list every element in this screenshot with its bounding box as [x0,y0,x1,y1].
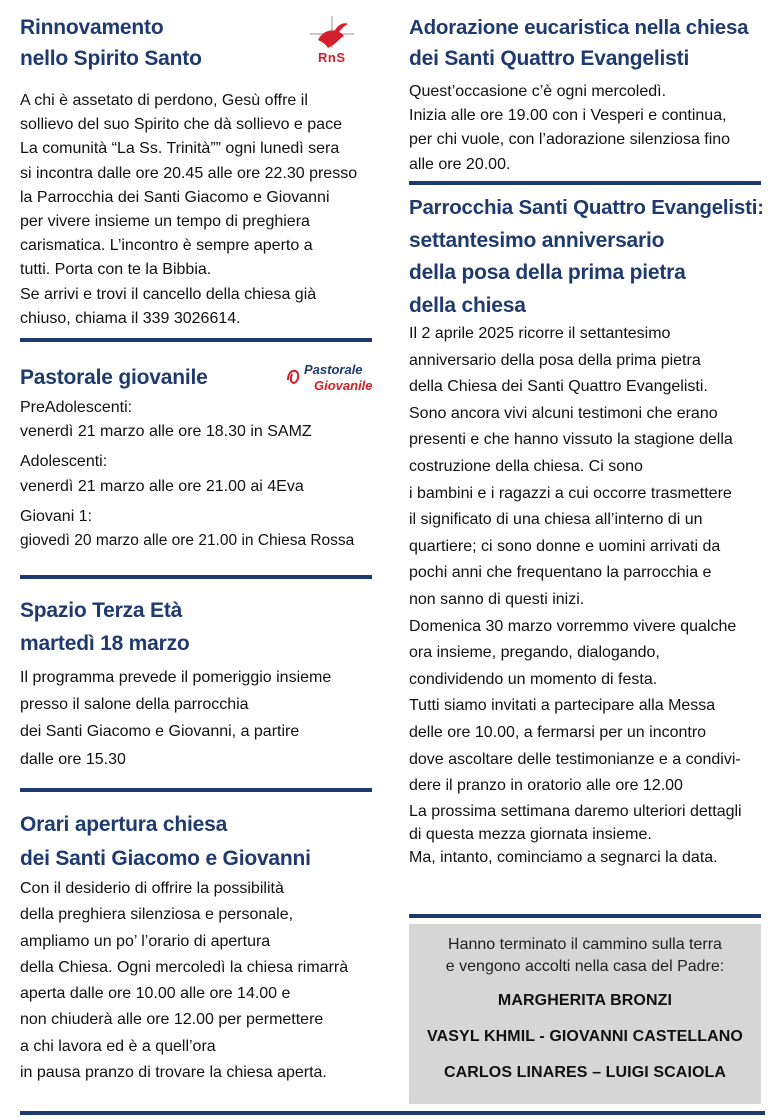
divider [409,181,761,185]
pastorale-logo [284,360,373,400]
adorazione-section [409,12,761,177]
obituary-box [409,924,761,1104]
pastorale-logo-text-bottom: Giovanile [314,378,373,393]
divider [20,338,372,342]
obituary-name: MARGHERITA BRONZI [497,992,673,1009]
terza-eta-title: Spazio Terza Età martedì 18 marzo [20,599,190,655]
pastorale-group: Adolescenti: venerdì 21 marzo alle ore 21.00 ai 4Eva [20,453,304,495]
pastorale-title: Pastorale giovanile [20,366,208,389]
obituary-name: CARLOS LINARES – LUIGI SCAIOLA [443,1064,727,1081]
rns-logo-text: RnS [318,50,346,65]
rns-title: Rinnovamento nello Spirito Santo [20,16,202,70]
divider [409,914,761,918]
anniversario-section [409,192,764,869]
pastorale-group: Giovani 1: giovedì 20 marzo alle ore 21.00 in Chiesa Rossa [20,507,355,550]
pastorale-group: PreAdolescenti: venerdì 21 marzo alle ore 18.30 in SAMZ [20,399,312,441]
orari-section [20,808,372,1086]
adorazione-body: Quest’occasione c’è ogni mercoledì. Inizia alle ore 19.00 con i Vesperi e continua, per chi vuole, con l’adorazione silenziosa fino alle ore 20.00. [409,83,731,173]
rns-body: A chi è assetato di perdono, Gesù offre il sollievo del suo Spirito che dà sollievo e pace La comunità “La Ss. Trinità”” ogni lunedì sera si incontra dalle ore 20.45 alle ore 22.30 presso la Parrocchia dei Santi Giacomo e Giovanni per vivere insieme un tempo di preghiera carismatica. L’incontro è sempre aperto a tutti. Porta con te la Bibbia. Se arrivi e trovi il cancello della chiesa già chiuso, chiama il 339 3026614. [20,92,358,327]
obituary-name: VASYL KHMIL - GIOVANNI CASTELLANO [427,1028,743,1045]
anniversario-body: Il 2 aprile 2025 ricorre il settantesimo anniversario della posa della prima pietra della Chiesa dei Santi Quattro Evangelisti. Sono ancora vivi alcuni testimoni che erano presenti e che hanno vissuto la stagione della costruzione della chiesa. Ci sono i bambini e i ragazzi a cui occorre trasmettere il significato di una chiesa all’interno di un quartiere; ci sono donne e uomini arrivati da pochi anni che frequentano la parrocchia e non sanno di questi inizi. Domenica 30 marzo vorremmo vivere qualche ora insieme, pregando, dialogando, condividendo un momento di festa. Tutti siamo invitati a partecipare alla Messa delle ore 10.00, a fermarsi per un incontro dove ascoltare delle testimonianze e a condivi- dere il pranzo in oratorio alle ore 12.00 [409,325,741,795]
obituary-intro: Hanno terminato il cammino sulla terra e vengono accolti nella casa del Padre: [445,936,725,975]
orari-body: Con il desiderio di offrire la possibilità della preghiera silenziosa e personale, ampliamo un po’ l’orario di apertura della Chiesa. Ogni mercoledì la chiesa rimarrà aperta dalle ore 10.00 alle ore 14.00 e non chiuderà alle ore 12.00 per permettere a chi lavora ed è a quell’ora in pausa pranzo di trovare la chiesa aperta. [20,880,349,1082]
terza-eta-body: Il programma prevede il pomeriggio insieme presso il salone della parrocchia dei Santi Giacomo e Giovanni, a partire dalle ore 15.30 [20,669,332,768]
adorazione-title: Adorazione eucaristica nella chiesa dei Santi Quattro Evangelisti [409,16,749,70]
rns-logo [304,14,360,66]
divider [20,788,372,792]
anniversario-body-closing: La prossima settimana daremo ulteriori dettagli di questa mezza giornata insieme. Ma, intanto, cominciamo a segnarci la data. [409,802,742,866]
pastorale-body [20,396,372,553]
divider [20,575,372,579]
anniversario-title: Parrocchia Santi Quattro Evangelisti: settantesimo anniversario della posa della prima pietra della chiesa [409,196,764,317]
bottom-divider [20,1111,765,1115]
orari-title: Orari apertura chiesa dei Santi Giacomo e Giovanni [20,813,311,870]
pastorale-logo-text-top: Pastorale [304,362,363,377]
terza-eta-section [20,594,372,773]
